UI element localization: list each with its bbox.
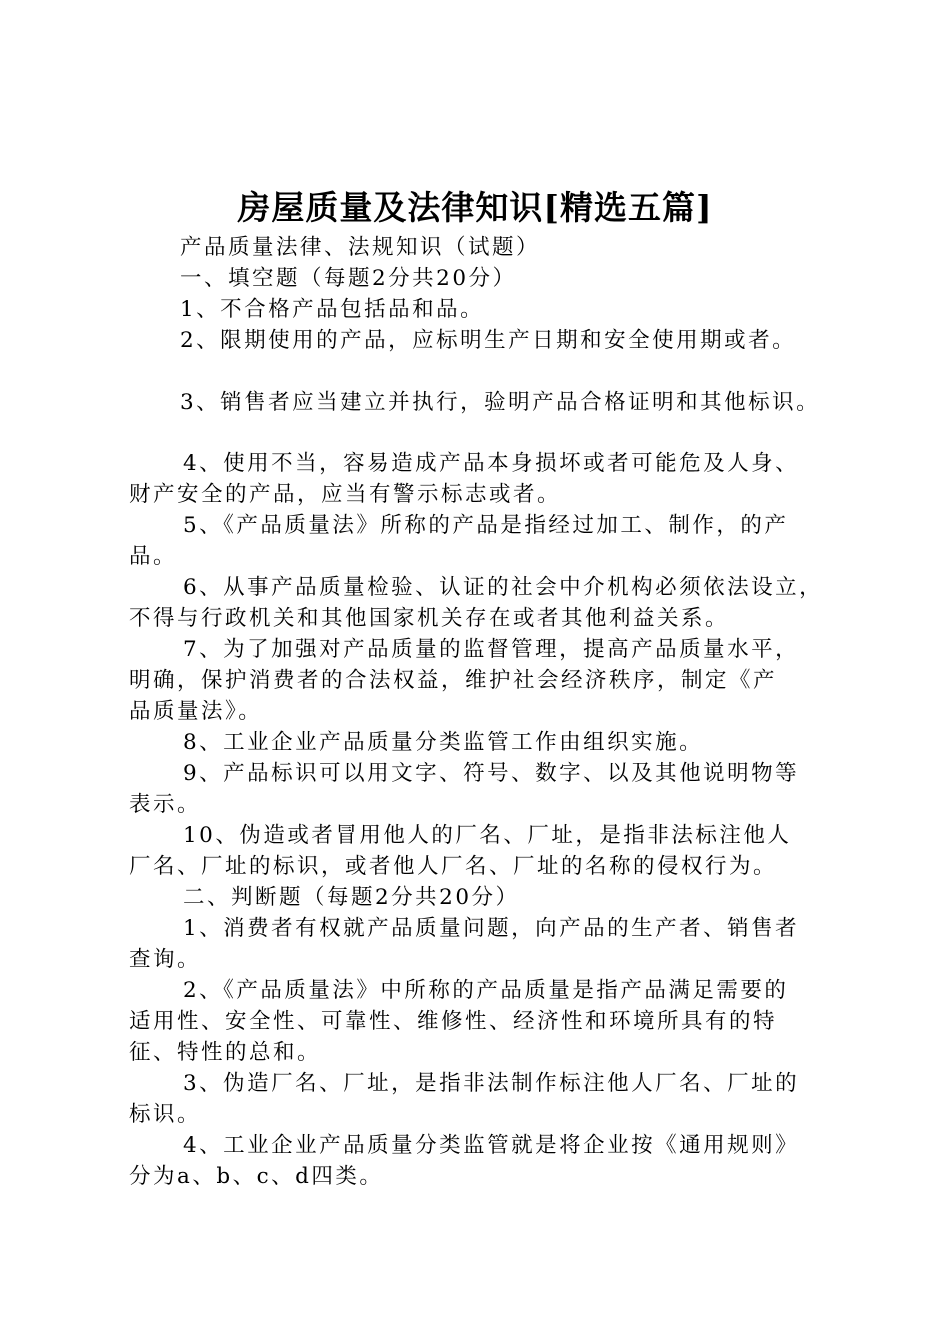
question-continuation-line: 标识。 xyxy=(129,1102,202,1127)
question-continuation-line: 适用性、安全性、可靠性、维修性、经济性和环境所具有的特 xyxy=(129,1009,778,1034)
question-line: 2、《产品质量法》中所称的产品质量是指产品满足需要的 xyxy=(183,978,789,1003)
question-line: 4、使用不当，容易造成产品本身损坏或者可能危及人身、 xyxy=(183,451,800,476)
question-continuation-line: 不得与行政机关和其他国家机关存在或者其他利益关系。 xyxy=(129,606,730,631)
question-line: 6、从事产品质量检验、认证的社会中介机构必须依法设立， xyxy=(183,575,824,600)
question-line: 1、消费者有权就产品质量问题，向产品的生产者、销售者 xyxy=(183,916,800,941)
blank-spacer xyxy=(129,356,841,387)
question-line: 3、伪造厂名、厂址，是指非法制作标注他人厂名、厂址的 xyxy=(183,1071,800,1096)
question-line: 5、《产品质量法》所称的产品是指经过加工、制作，的产 xyxy=(183,513,789,538)
question-line: 10、伪造或者冒用他人的厂名、厂址，是指非法标注他人 xyxy=(183,823,792,848)
question-line: 1、不合格产品包括品和品。 xyxy=(180,297,485,322)
question-line: 2、限期使用的产品，应标明生产日期和安全使用期或者。 xyxy=(180,328,797,353)
question-continuation-line: 分为a、b、c、d四类。 xyxy=(129,1164,384,1189)
question-continuation-line: 品。 xyxy=(129,544,178,569)
question-line: 4、工业企业产品质量分类监管就是将企业按《通用规则》 xyxy=(183,1133,800,1158)
question-line: 9、产品标识可以用文字、符号、数字、以及其他说明物等 xyxy=(183,761,800,786)
section-heading-fill-blank: 一、填空题（每题2分共20分） xyxy=(180,266,517,291)
question-line: 3、销售者应当建立并执行，验明产品合格证明和其他标识。 xyxy=(180,390,821,415)
question-continuation-line: 表示。 xyxy=(129,792,202,817)
document-body xyxy=(129,232,841,1192)
subtitle-line: 产品质量法律、法规知识（试题） xyxy=(180,235,541,260)
question-continuation-line: 征、特性的总和。 xyxy=(129,1040,322,1065)
blank-spacer xyxy=(129,418,841,448)
document-title: 房屋质量及法律知识[精选五篇] xyxy=(237,188,713,227)
section-heading-true-false: 二、判断题（每题2分共20分） xyxy=(183,885,520,910)
question-continuation-line: 明确，保护消费者的合法权益，维护社会经济秩序，制定《产 xyxy=(129,668,778,693)
question-continuation-line: 财产安全的产品，应当有警示标志或者。 xyxy=(129,482,562,507)
question-line: 8、工业企业产品质量分类监管工作由组织实施。 xyxy=(183,730,704,755)
question-continuation-line: 厂名、厂址的标识，或者他人厂名、厂址的名称的侵权行为。 xyxy=(129,854,778,879)
question-continuation-line: 品质量法》。 xyxy=(129,699,263,724)
question-line: 7、为了加强对产品质量的监督管理，提高产品质量水平， xyxy=(183,637,800,662)
question-continuation-line: 查询。 xyxy=(129,947,202,972)
